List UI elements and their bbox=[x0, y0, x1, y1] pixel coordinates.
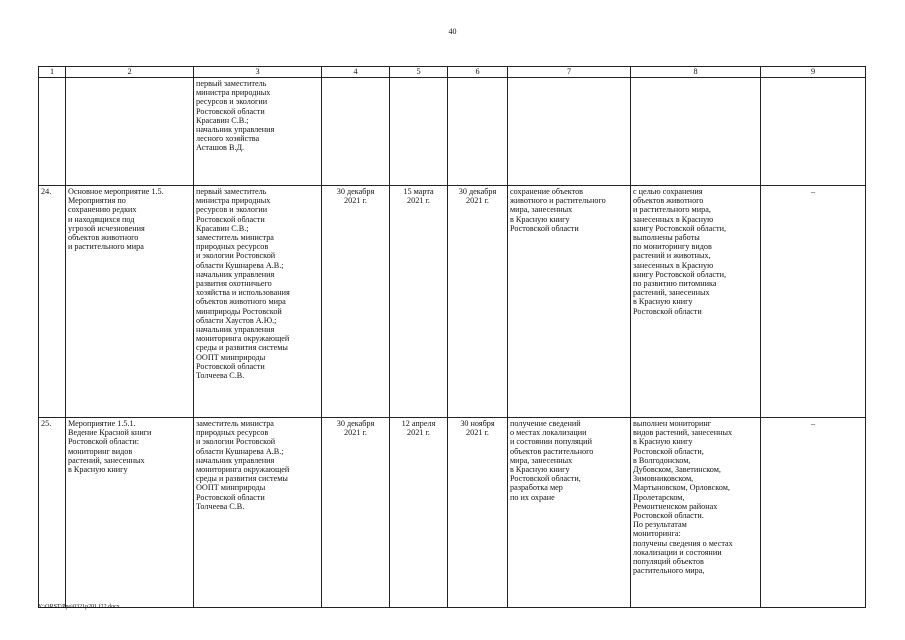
expected-result: получение сведений о местах локализации и состоянии популяций объектов растительного мира, занесенных в Красную книгу Ростовской области, разработка мер по их охране bbox=[508, 418, 631, 608]
responsible-executor: заместитель министра природных ресурсов и экологии Ростовской области Кушнарева А.В.; начальник управления мониторинга окружающей среды и развития системы ООПТ минприроды Ростовской области Толчеева С.В. bbox=[194, 418, 322, 608]
expected-result: сохранение объектов животного и растительного мира, занесенных в Красную книгу Ростовской области bbox=[508, 186, 631, 418]
table-row bbox=[39, 78, 866, 186]
actual-start-date: 12 апреля 2021 г. bbox=[390, 418, 448, 608]
column-header: 7 bbox=[508, 67, 631, 78]
column-header: 6 bbox=[448, 67, 508, 78]
actual-result: с целью сохранения объектов животного и растительного мира, занесенных в Красную книгу Ростовской области, выполнены работы по мониторингу видов растений и животных, занесенных в Красную книгу Ростовской области, по развитию питомника растений, занесенных в Красную книгу Ростовской области bbox=[631, 186, 761, 418]
actual-start-date bbox=[390, 78, 448, 186]
actual-end-date: 30 ноября 2021 г. bbox=[448, 418, 508, 608]
measure-name bbox=[66, 78, 194, 186]
responsible-executor: первый заместитель министра природных ресурсов и экологии Ростовской области Красавин С.В.; заместитель министра природных ресурсов и экологии Ростовской области Кушнарева А.В.; начальник управления развития охотничьего хозяйства и использования объектов животного мира минприроды Ростовской области Хаустов А.Ю.; начальник управления мониторинга окружающей среды и развития системы ООПТ минприроды Ростовской области Толчеева С.В. bbox=[194, 186, 322, 418]
expected-result bbox=[508, 78, 631, 186]
planned-date: 30 декабря 2021 г. bbox=[322, 186, 390, 418]
actual-end-date bbox=[448, 78, 508, 186]
actual-result: выполнен мониторинг видов растений, занесенных в Красную книгу Ростовской области, в Волгодонском, Дубовском, Заветинском, Зимовниковском, Мартыновском, Орловском, Пролетарском, Ремонтненском районах Ростовской области. По результатам мониторинга: получены сведения о местах локализации и состоянии популяций объектов растительного мира, bbox=[631, 418, 761, 608]
actual-result bbox=[631, 78, 761, 186]
row-number: 25. bbox=[39, 418, 66, 608]
measure-name: Основное мероприятие 1.5. Мероприятия по сохранению редких и находящихся под угрозой исчезновения объектов животного и растительного мира bbox=[66, 186, 194, 418]
column-header: 1 bbox=[39, 67, 66, 78]
column-header: 3 bbox=[194, 67, 322, 78]
page-number: 40 bbox=[448, 27, 457, 36]
actual-start-date: 15 марта 2021 г. bbox=[390, 186, 448, 418]
measures-table bbox=[38, 66, 866, 608]
notes: – bbox=[761, 186, 866, 418]
table-row bbox=[39, 418, 866, 608]
file-path-footer: Y:\ORST\Ppo\0321p201.f22.docx bbox=[38, 604, 120, 610]
column-header: 4 bbox=[322, 67, 390, 78]
notes bbox=[761, 78, 866, 186]
column-header: 2 bbox=[66, 67, 194, 78]
column-header: 9 bbox=[761, 67, 866, 78]
responsible-executor: первый заместитель министра природных ресурсов и экологии Ростовской области Красавин С.В.; начальник управления лесного хозяйства Асташов В.Д. bbox=[194, 78, 322, 186]
actual-end-date: 30 декабря 2021 г. bbox=[448, 186, 508, 418]
notes: – bbox=[761, 418, 866, 608]
planned-date: 30 декабря 2021 г. bbox=[322, 418, 390, 608]
row-number bbox=[39, 78, 66, 186]
column-header: 5 bbox=[390, 67, 448, 78]
planned-date bbox=[322, 78, 390, 186]
measure-name: Мероприятие 1.5.1. Ведение Красной книги Ростовской области: мониторинг видов растений, занесенных в Красную книгу bbox=[66, 418, 194, 608]
table-header-row bbox=[39, 67, 866, 78]
table-row bbox=[39, 186, 866, 418]
column-header: 8 bbox=[631, 67, 761, 78]
row-number: 24. bbox=[39, 186, 66, 418]
